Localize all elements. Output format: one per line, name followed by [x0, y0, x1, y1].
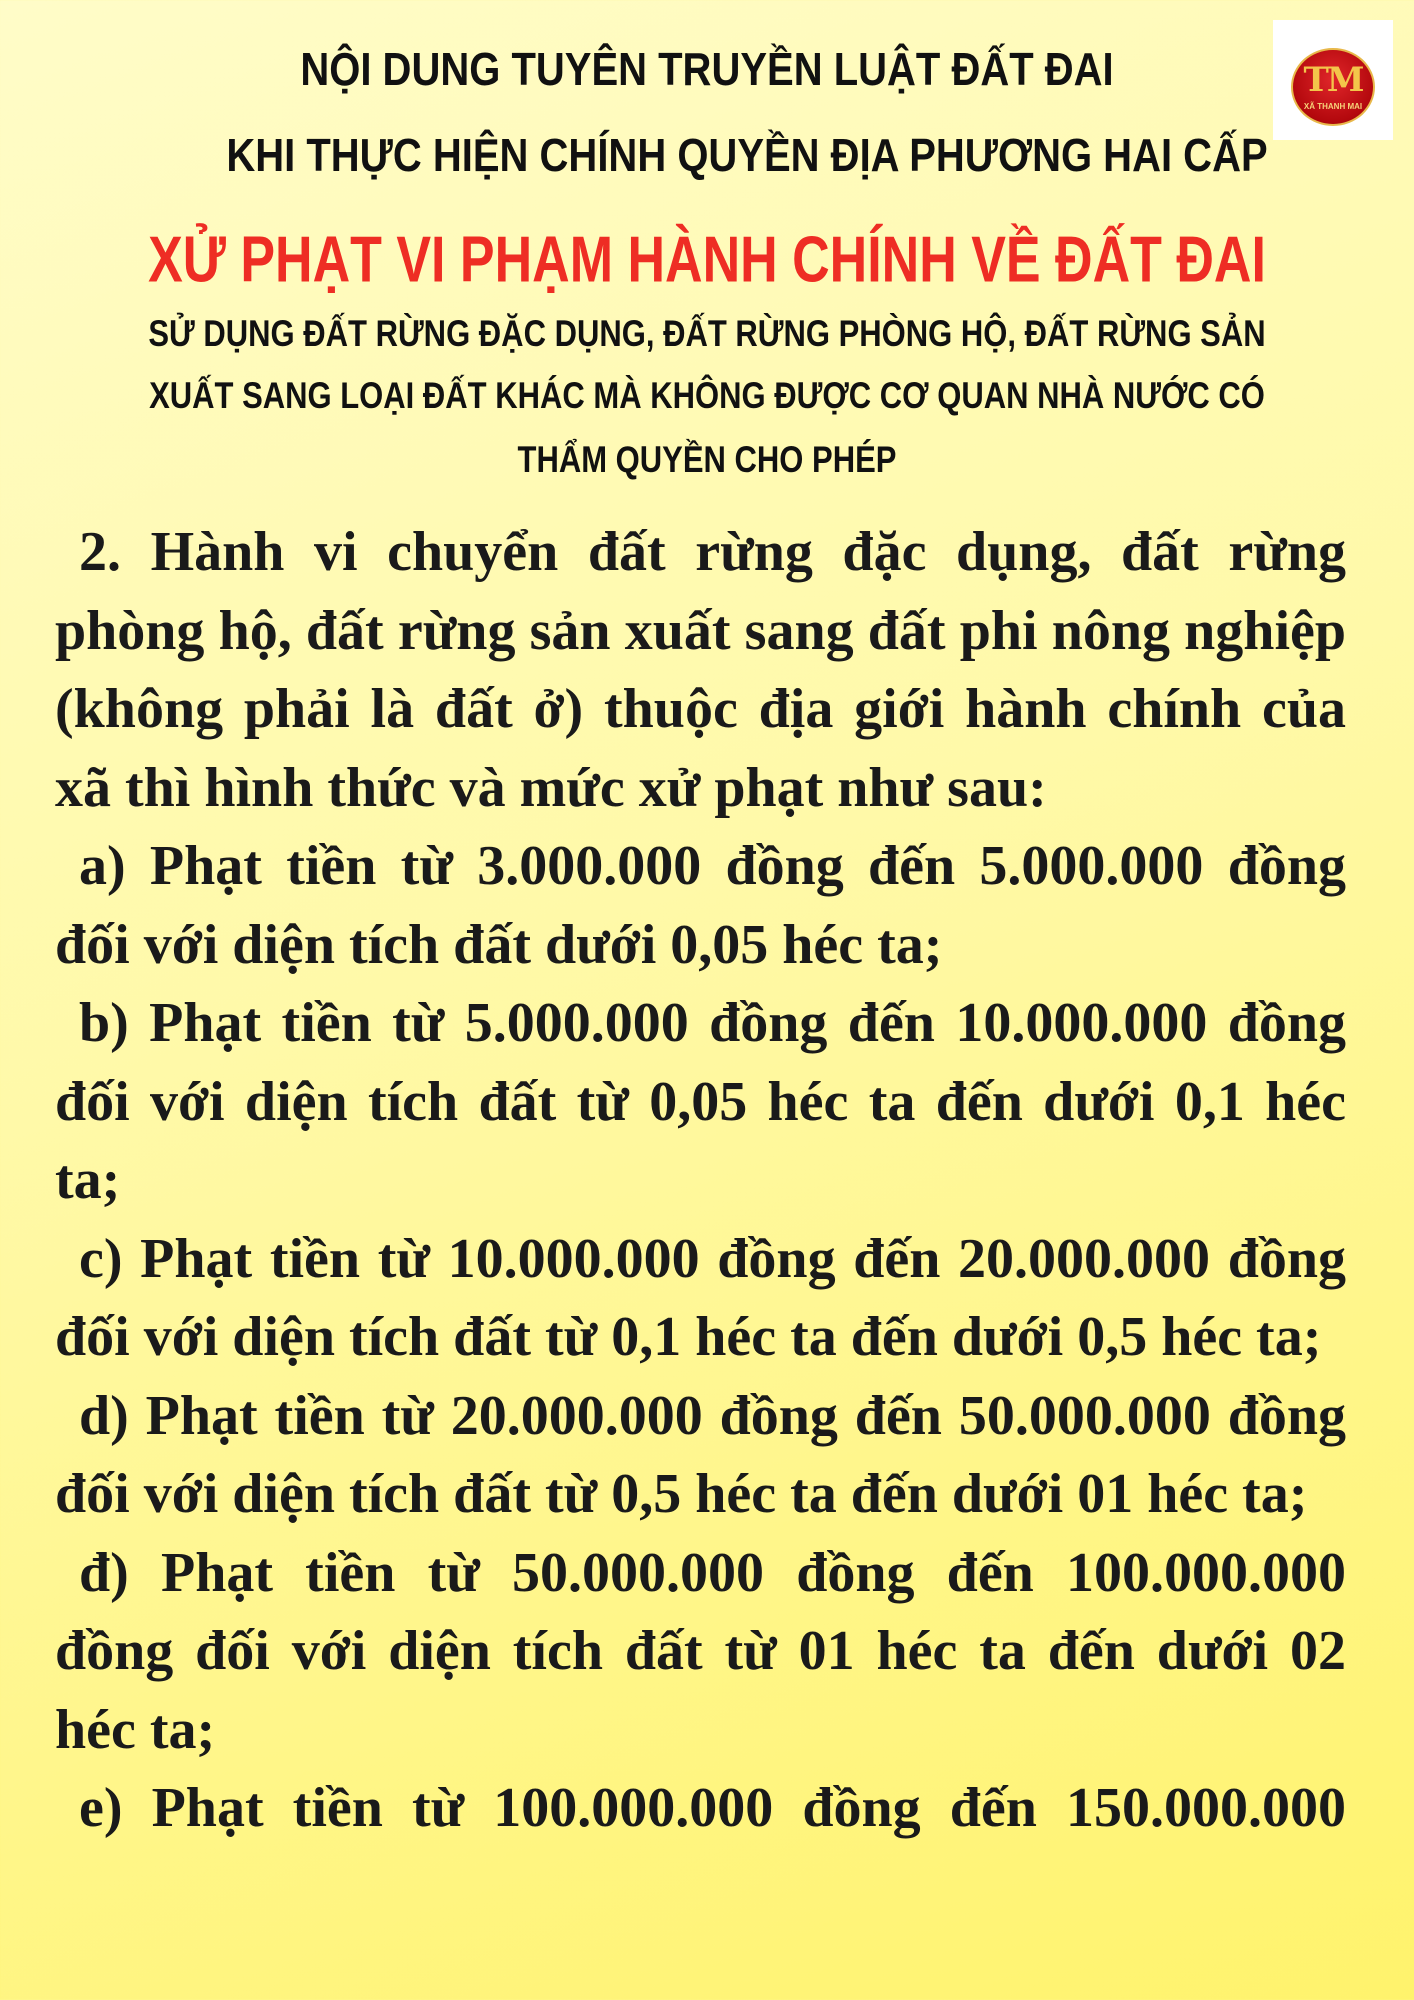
- document-body: [55, 513, 1346, 1848]
- paragraph-item-d: d) Phạt tiền từ 20.000.000 đồng đến 50.000.000 đồng đối với diện tích đất từ 0,5 héc ta đến dưới 01 héc ta;: [55, 1384, 1346, 1525]
- paragraph-item-e: e) Phạt tiền từ 100.000.000 đồng đến 150.000.000: [79, 1777, 1346, 1839]
- subtitle-line: SỬ DỤNG ĐẤT RỪNG ĐẶC DỤNG, ĐẤT RỪNG PHÒNG HỘ, ĐẤT RỪNG SẢN: [148, 312, 1266, 355]
- paragraph-item-dd: đ) Phạt tiền từ 50.000.000 đồng đến 100.000.000 đồng đối với diện tích đất từ 01 héc ta đến dưới 02 héc ta;: [55, 1541, 1346, 1761]
- paragraph-intro: 2. Hành vi chuyển đất rừng đặc dụng, đất rừng phòng hộ, đất rừng sản xuất sang đất phi nông nghiệp (không phải là đất ở) thuộc địa giới hành chính của xã thì hình thức và mức xử phạt như sau:: [55, 521, 1346, 819]
- paragraph-item-a: a) Phạt tiền từ 3.000.000 đồng đến 5.000.000 đồng đối với diện tích đất dưới 0,05 héc ta;: [55, 835, 1346, 976]
- logo-initials: TM: [1303, 60, 1363, 100]
- logo-text: XÃ THANH MAI: [1303, 102, 1363, 111]
- header-line-2: KHI THỰC HIỆN CHÍNH QUYỀN ĐỊA PHƯƠNG HAI CẤP: [226, 130, 1268, 182]
- paragraph-item-c: c) Phạt tiền từ 10.000.000 đồng đến 20.000.000 đồng đối với diện tích đất từ 0,1 héc ta đến dưới 0,5 héc ta;: [55, 1227, 1346, 1368]
- subtitle-line: THẨM QUYỀN CHO PHÉP: [517, 438, 897, 481]
- header-line-1: NỘI DUNG TUYÊN TRUYỀN LUẬT ĐẤT ĐAI: [300, 44, 1114, 96]
- paragraph-item-b: b) Phạt tiền từ 5.000.000 đồng đến 10.000.000 đồng đối với diện tích đất từ 0,05 héc ta đến dưới 0,1 héc ta;: [55, 992, 1346, 1211]
- document-title: XỬ PHẠT VI PHẠM HÀNH CHÍNH VỀ ĐẤT ĐAI: [148, 223, 1266, 297]
- subtitle-line: XUẤT SANG LOẠI ĐẤT KHÁC MÀ KHÔNG ĐƯỢC CƠ QUAN NHÀ NƯỚC CÓ: [149, 374, 1265, 417]
